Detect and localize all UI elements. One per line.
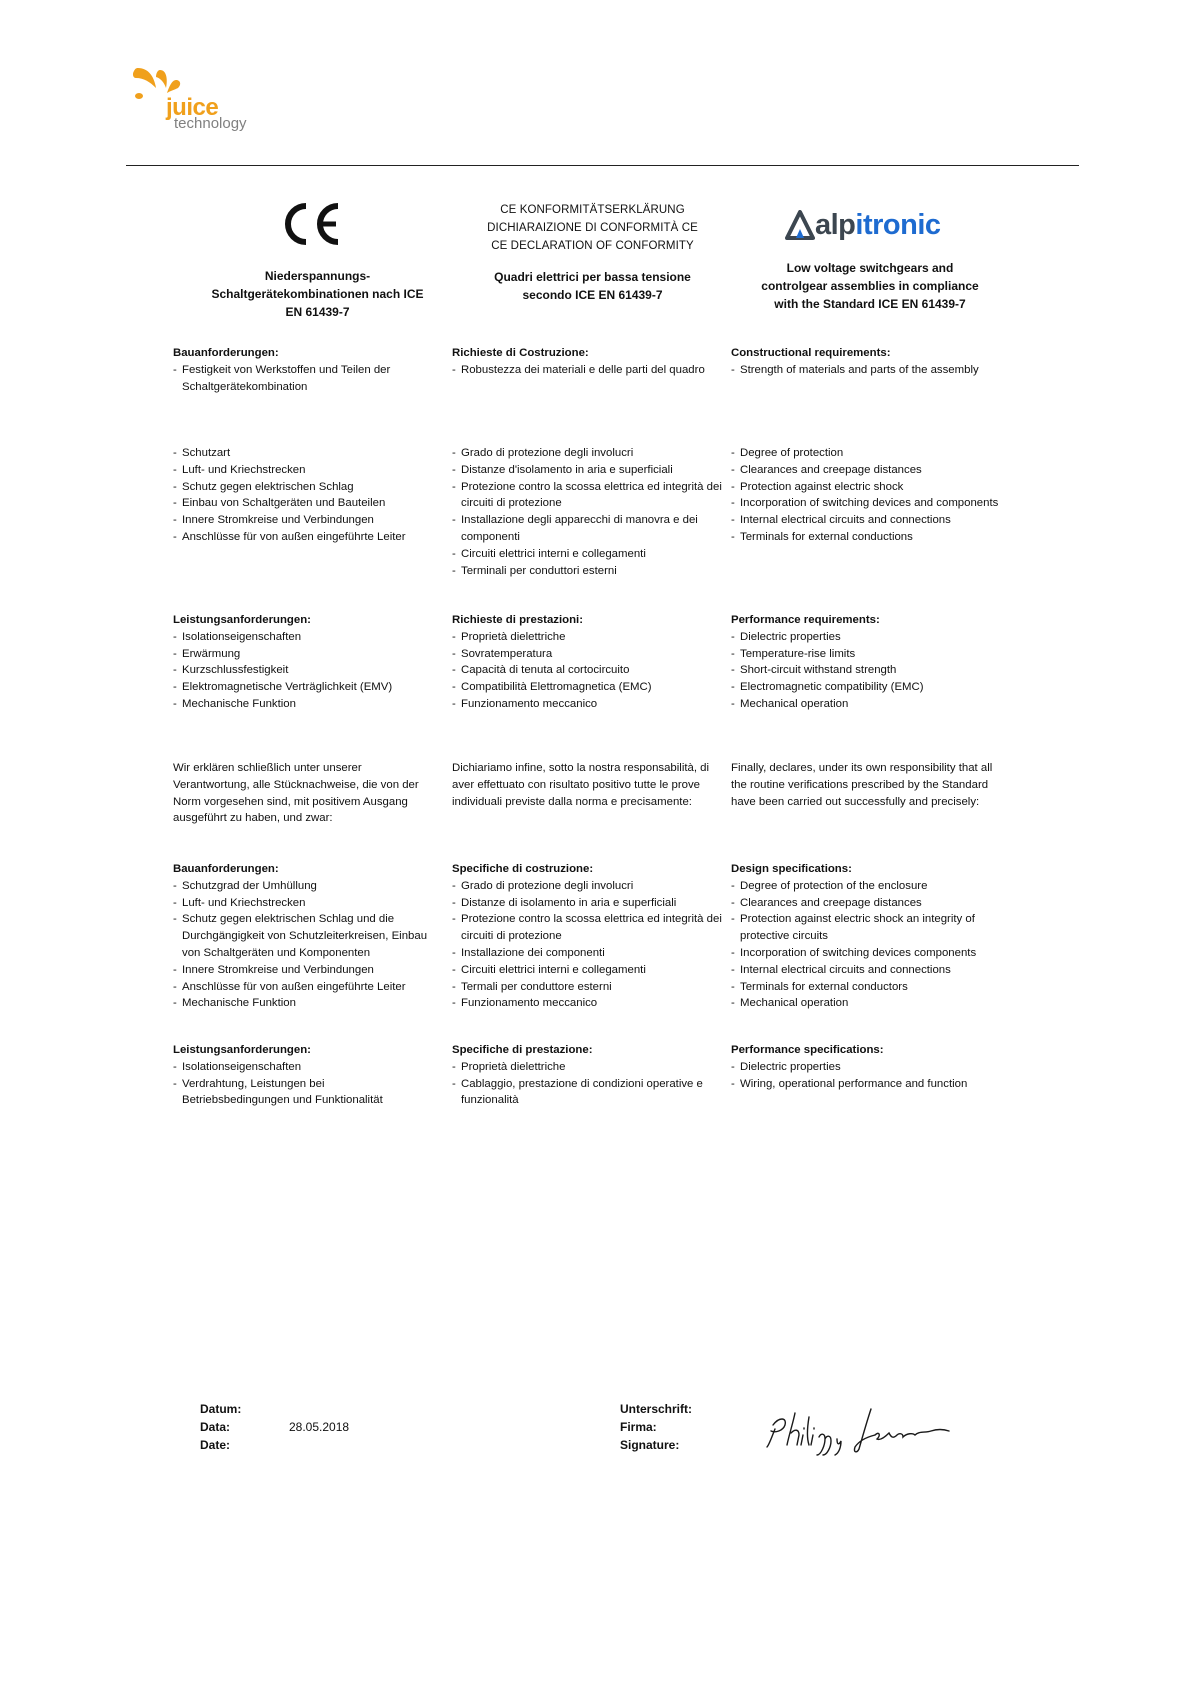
list-item: - Anschlüsse für von außen eingeführte Leiter [173,979,435,996]
list-item: - Mechanische Funktion [173,995,435,1012]
title-de-line: Schaltgerätekombinationen nach ICE [211,287,424,301]
signature-label: Signature: [620,1438,680,1452]
section-performance-spec-de [173,1042,435,1109]
list-item: - Installazione dei componenti [452,945,727,962]
list-item: - Festigkeit von Werkstoffen und Teilen der Schaltgerätekombination [173,362,435,396]
list-item: - Compatibilità Elettromagnetica (EMC) [452,679,727,696]
list-item: - Termali per conduttore esterni [452,979,727,996]
alpitronic-logo-part2: itronic [855,208,941,241]
list-item: - Clearances and creepage distances [731,462,1006,479]
section-title: Leistungsanforderungen: [173,614,311,626]
section-title: Specifiche di prestazione: [452,1044,593,1056]
list-item: - Verdrahtung, Leistungen bei Betriebsbedingungen und Funktionalität [173,1076,435,1110]
heading-line-en: CE DECLARATION OF CONFORMITY [491,240,694,252]
list-item: - Kurzschlussfestigkeit [173,662,435,679]
alpitronic-logo [785,208,941,242]
list-item: - Funzionamento meccanico [452,995,727,1012]
list-item: - Distanze d'isolamento in aria e superficiali [452,462,727,479]
list-item: - Innere Stromkreise und Verbindungen [173,962,435,979]
signature-label: Firma: [620,1420,657,1434]
list-item: - Distanze di isolamento in aria e superficiali [452,895,727,912]
title-en-line: Low voltage switchgears and [786,261,954,275]
list-item: - Internal electrical circuits and connections [731,512,1006,529]
alpitronic-triangle-icon [785,210,815,240]
handwritten-signature [763,1395,963,1457]
declaration-text: Finally, declares, under its own responsibility that all the routine verifications prescribed by the Standard have been carried out successfully and precisely: [731,762,993,808]
title-it [470,268,715,304]
section-design-spec-en [731,861,1006,1012]
list-item: - Clearances and creepage distances [731,895,1006,912]
list-item: - Short-circuit withstand strength [731,662,1006,679]
date-value: 28.05.2018 [289,1420,350,1434]
list-item: - Strength of materials and parts of the assembly [731,362,1006,379]
list-item: - Isolationseigenschaften [173,629,435,646]
list-item: - Circuiti elettrici interni e collegamenti [452,962,727,979]
list-item: - Protection against electric shock an integrity of protective circuits [731,911,1006,945]
section-performance-de [173,612,435,713]
logo-subtitle: technology [174,115,247,132]
list-item: - Temperature-rise limits [731,646,1006,663]
list-item: - Erwärmung [173,646,435,663]
list-item: - Dielectric properties [731,629,1006,646]
section-title: Specifiche di costruzione: [452,863,594,875]
section-title: Design specifications: [731,863,852,875]
section-construction-en [731,345,1006,379]
section-title: Performance specifications: [731,1044,884,1056]
list-item: - Electromagnetic compatibility (EMC) [731,679,1006,696]
section-title: Richieste di prestazioni: [452,614,584,626]
signature-label: Unterschrift: [620,1402,693,1416]
list-item: - Protection against electric shock [731,479,1006,496]
list-item: - Grado di protezione degli involucri [452,445,727,462]
list-item: - Protezione contro la scossa elettrica ed integrità dei circuiti di protezione [452,911,727,945]
date-labels [200,1400,241,1454]
list-item: - Installazione degli apparecchi di manovra e dei componenti [452,512,727,546]
list-item: - Schutzgrad der Umhüllung [173,878,435,895]
section-construction-de [173,345,435,395]
list-item: - Terminali per conduttori esterni [452,563,727,580]
list-item: - Protezione contro la scossa elettrica ed integrità dei circuiti di protezione [452,479,727,513]
section-performance-spec-it [452,1042,727,1109]
declaration-paragraph-en [731,760,1006,810]
section-protection-de [173,445,435,546]
list-item: - Schutzart [173,445,435,462]
list-item: - Grado di protezione degli involucri [452,878,727,895]
section-title: Constructional requirements: [731,347,891,359]
list-item: - Mechanical operation [731,995,1006,1012]
section-protection-it [452,445,727,579]
declaration-paragraph-it [452,760,727,810]
section-title: Richieste di Costruzione: [452,347,589,359]
list-item: - Luft- und Kriechstrecken [173,462,435,479]
list-item: - Luft- und Kriechstrecken [173,895,435,912]
section-performance-spec-en [731,1042,1006,1092]
list-item: - Capacità di tenuta al cortocircuito [452,662,727,679]
ce-mark-icon [280,200,344,248]
list-item: - Dielectric properties [731,1059,1006,1076]
header-divider [126,165,1079,166]
list-item: - Incorporation of switching devices components [731,945,1006,962]
declaration-text: Wir erklären schließlich unter unserer Verantwortung, alle Stücknachweise, die von der Norm vorgesehen sind, mit positivem Ausgang ausgeführt zu haben, und zwar: [173,762,419,825]
title-en-line: with the Standard ICE EN 61439-7 [774,297,966,311]
declaration-heading [445,201,740,255]
signature-labels [620,1400,692,1454]
list-item: - Isolationseigenschaften [173,1059,435,1076]
title-en-line: controlgear assemblies in compliance [761,279,979,293]
list-item: - Internal electrical circuits and connections [731,962,1006,979]
title-it-line: Quadri elettrici per bassa tensione [494,270,691,284]
list-item: - Wiring, operational performance and function [731,1076,1006,1093]
section-performance-en [731,612,1006,713]
list-item: - Terminals for external conductors [731,979,1006,996]
list-item: - Mechanische Funktion [173,696,435,713]
section-title: Bauanforderungen: [173,347,279,359]
title-de-line: EN 61439-7 [285,305,350,319]
list-item: - Robustezza dei materiali e delle parti del quadro [452,362,727,379]
section-title: Leistungsanforderungen: [173,1044,311,1056]
section-title: Performance requirements: [731,614,880,626]
section-protection-en [731,445,1006,546]
list-item: - Circuiti elettrici interni e collegamenti [452,546,727,563]
list-item: - Proprietà dielettriche [452,629,727,646]
declaration-text: Dichiariamo infine, sotto la nostra responsabilità, di aver effettuato con risultato positivo tutte le prove individuali previste dalla norma e precisamente: [452,762,710,808]
alpitronic-logo-part1: alp [815,208,856,241]
list-item: - Schutz gegen elektrischen Schlag und die Durchgängigkeit von Schutzleiterkreisen, Einbau von Schaltgeräten und Komponenten [173,911,435,961]
list-item: - Schutz gegen elektrischen Schlag [173,479,435,496]
date-label: Date: [200,1438,231,1452]
logo-brand: juice [166,94,219,121]
list-item: - Innere Stromkreise und Verbindungen [173,512,435,529]
date-label: Datum: [200,1402,242,1416]
list-item: - Mechanical operation [731,696,1006,713]
title-de [195,267,440,321]
list-item: - Cablaggio, prestazione di condizioni operative e funzionalità [452,1076,727,1110]
title-it-line: secondo ICE EN 61439-7 [522,288,663,302]
list-item: - Terminals for external conductions [731,529,1006,546]
juice-technology-logo [132,66,282,138]
list-item: - Funzionamento meccanico [452,696,727,713]
heading-line-it: DICHIARAIZIONE DI CONFORMITÀ CE [487,222,698,234]
title-de-line: Niederspannungs- [264,269,371,283]
heading-line-de: CE KONFORMITÄTSERKLÄRUNG [500,204,685,216]
declaration-paragraph-de [173,760,435,827]
section-construction-it [452,345,727,379]
section-title: Bauanforderungen: [173,863,279,875]
list-item: - Degree of protection [731,445,1006,462]
list-item: - Einbau von Schaltgeräten und Bauteilen [173,495,435,512]
list-item: - Sovratemperatura [452,646,727,663]
list-item: - Proprietà dielettriche [452,1059,727,1076]
section-design-spec-it [452,861,727,1012]
list-item: - Degree of protection of the enclosure [731,878,1006,895]
date-label: Data: [200,1420,231,1434]
list-item: - Anschlüsse für von außen eingeführte Leiter [173,529,435,546]
list-item: - Incorporation of switching devices and components [731,495,1006,512]
section-performance-it [452,612,727,713]
section-design-spec-de [173,861,435,1012]
list-item: - Elektromagnetische Verträglichkeit (EMV) [173,679,435,696]
title-en [740,259,1000,313]
